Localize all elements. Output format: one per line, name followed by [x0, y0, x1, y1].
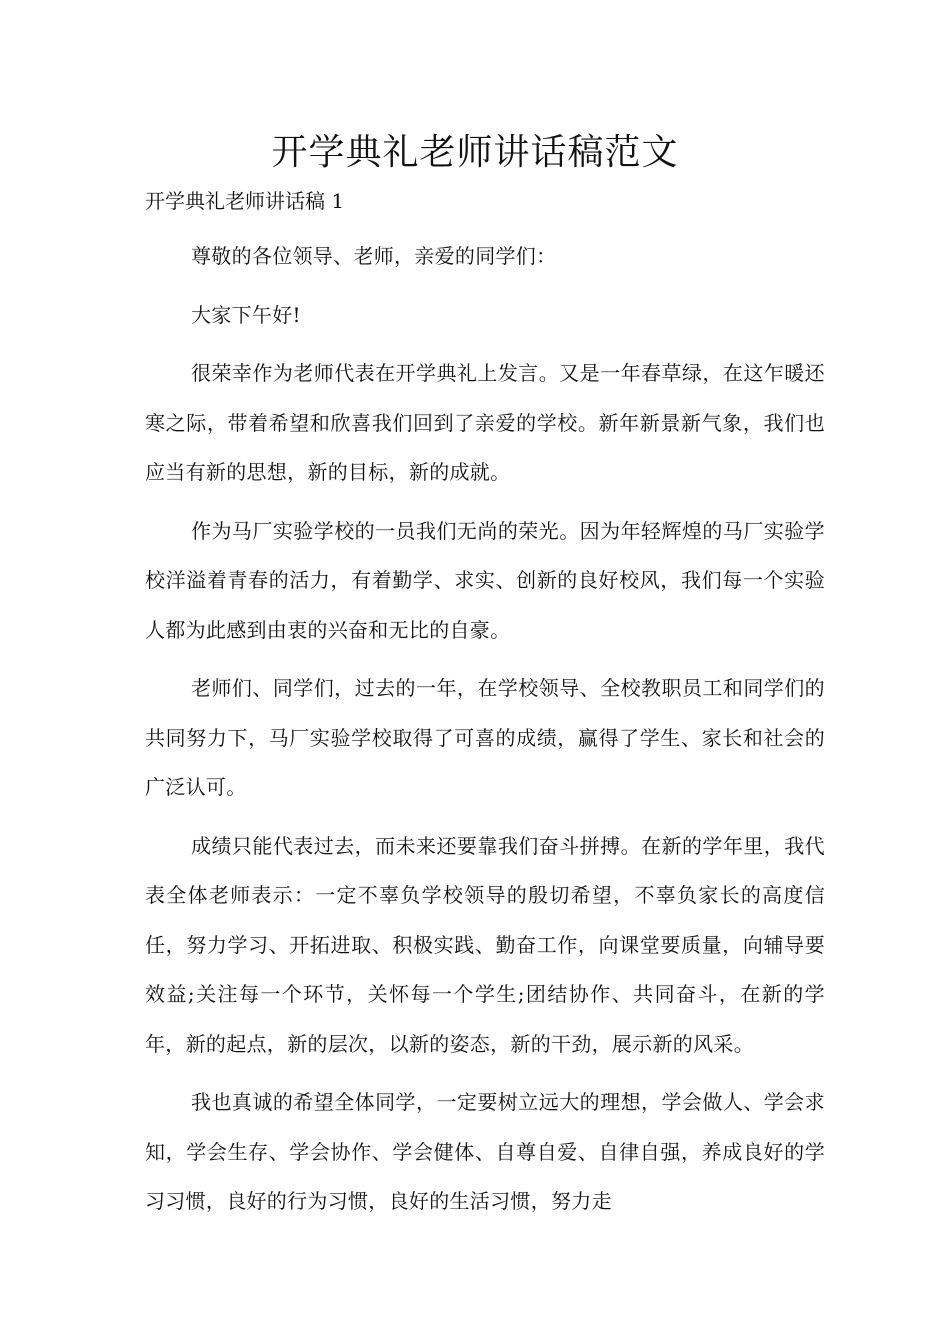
paragraph-salutation: 尊敬的各位领导、老师，亲爱的同学们：	[191, 244, 557, 268]
paragraph: 作为马厂实验学校的一员我们无尚的荣光。因为年轻辉煌的马厂实验学校洋溢着青春的活力，有着勤学、求实、创新的良好校风，我们每一个实验人都为此感到由衷的兴奋和无比的自豪。	[145, 518, 825, 642]
paragraph: 很荣幸作为老师代表在开学典礼上发言。又是一年春草绿，在这乍暖还寒之际，带着希望和欣喜我们回到了亲爱的学校。新年新景新气象，我们也应当有新的思想，新的目标，新的成就。	[145, 361, 825, 484]
document-body	[145, 232, 825, 1236]
paragraph: 成绩只能代表过去，而未来还要靠我们奋斗拼搏。在新的学年里，我代表全体老师表示：一定不辜负学校领导的殷切希望，不辜负家长的高度信任，努力学习、开拓进取、积极实践、勤奋工作，向课堂要质量，向辅导要效益;关注每一个环节，关怀每一个学生;团结协作、共同奋斗，在新的学年，新的起点，新的层次，以新的姿态，新的干劲，展示新的风采。	[145, 833, 825, 1056]
paragraph: 老师们、同学们，过去的一年，在学校领导、全校教职员工和同学们的共同努力下，马厂实验学校取得了可喜的成绩，赢得了学生、家长和社会的广泛认可。	[145, 676, 825, 799]
paragraph: 我也真诚的希望全体同学，一定要树立远大的理想，学会做人、学会求知，学会生存、学会协作、学会健体、自尊自爱、自律自强，养成良好的学习习惯，良好的行为习惯，良好的生活习惯，努力走	[145, 1090, 825, 1213]
paragraph-greeting: 大家下午好!	[191, 302, 301, 327]
document-subtitle: 开学典礼老师讲话稿 1	[145, 189, 345, 213]
document-title: 开学典礼老师讲话稿范文	[271, 132, 679, 173]
